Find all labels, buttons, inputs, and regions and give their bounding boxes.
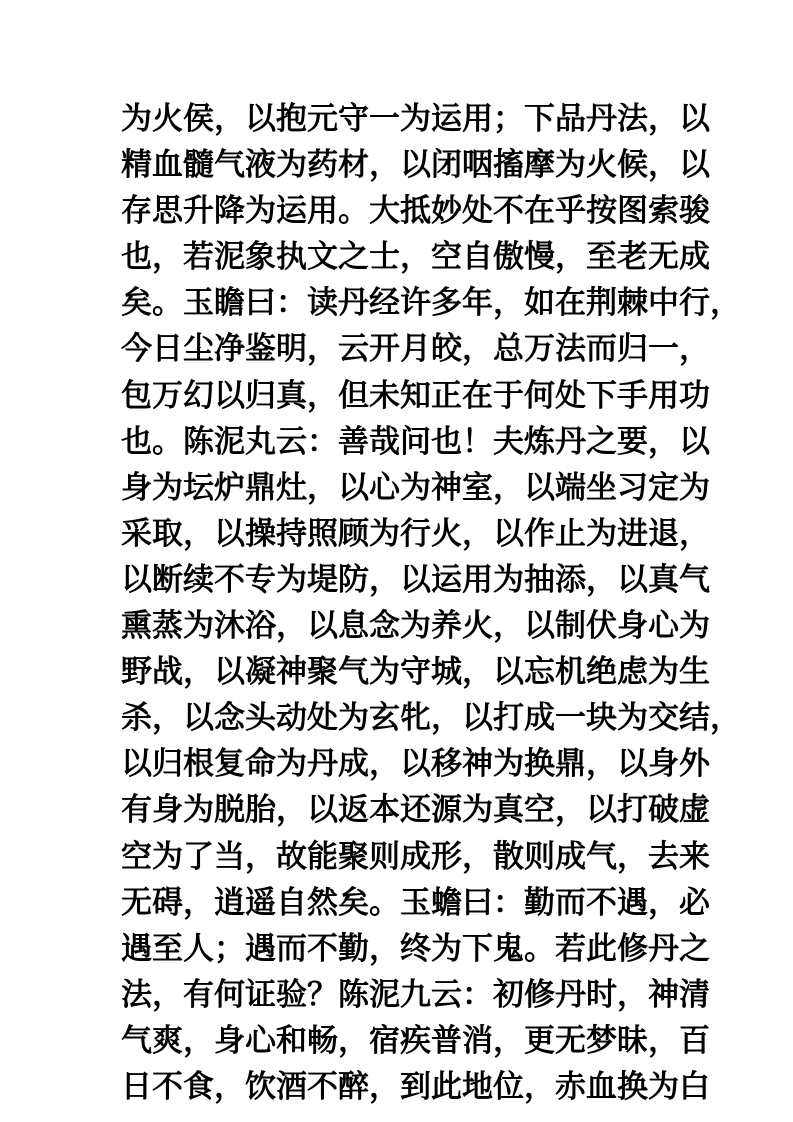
text-line: 法，有何证验？陈泥九云：初修丹时，神清 bbox=[121, 976, 710, 1013]
body-text bbox=[121, 96, 741, 1110]
text-line: 采取，以操持照顾为行火，以作止为进退， bbox=[121, 515, 710, 552]
text-line: 精血髓气液为药材，以闭咽搐摩为火候，以 bbox=[121, 147, 710, 184]
text-line: 也。陈泥丸云：善哉问也！夫炼丹之要，以 bbox=[121, 423, 710, 460]
text-line: 空为了当，故能聚则成形，散则成气，去来 bbox=[121, 838, 710, 875]
text-line: 气爽，身心和畅，宿疾普消，更无梦昧，百 bbox=[121, 1022, 710, 1059]
text-line: 今日尘净鉴明，云开月皎，总万法而归一， bbox=[121, 331, 710, 368]
text-line: 存思升降为运用。大抵妙处不在乎按图索骏 bbox=[121, 193, 710, 230]
text-line: 身为坛炉鼎灶，以心为神室，以端坐习定为 bbox=[121, 469, 710, 506]
text-line: 为火侯，以抱元守一为运用；下品丹法，以 bbox=[121, 101, 710, 137]
text-line: 日不食，饮酒不醉，到此地位，赤血换为白 bbox=[121, 1068, 710, 1105]
text-line: 也，若泥象执文之士，空自傲慢，至老无成 bbox=[121, 239, 710, 276]
text-line: 以断续不专为堤防，以运用为抽添，以真气 bbox=[121, 561, 710, 598]
text-line: 有身为脱胎，以返本还源为真空，以打破虚 bbox=[121, 792, 710, 829]
text-line: 无碍，逍遥自然矣。玉蟾曰：勤而不遇，必 bbox=[121, 884, 710, 921]
text-line: 熏蒸为沐浴，以息念为养火，以制伏身心为 bbox=[121, 608, 710, 645]
text-line: 野战，以凝神聚气为守城，以忘机绝虑为生 bbox=[121, 654, 710, 691]
text-line: 遇至人；遇而不勤，终为下鬼。若此修丹之 bbox=[121, 930, 710, 967]
text-line: 矣。玉瞻曰：读丹经许多年，如在荆棘中行， bbox=[121, 285, 741, 322]
text-line: 包万幻以归真，但未知正在于何处下手用功 bbox=[121, 377, 710, 414]
text-line: 以归根复命为丹成，以移神为换鼎，以身外 bbox=[121, 746, 710, 783]
text-line: 杀，以念头动处为玄牝，以打成一块为交结， bbox=[121, 700, 741, 737]
